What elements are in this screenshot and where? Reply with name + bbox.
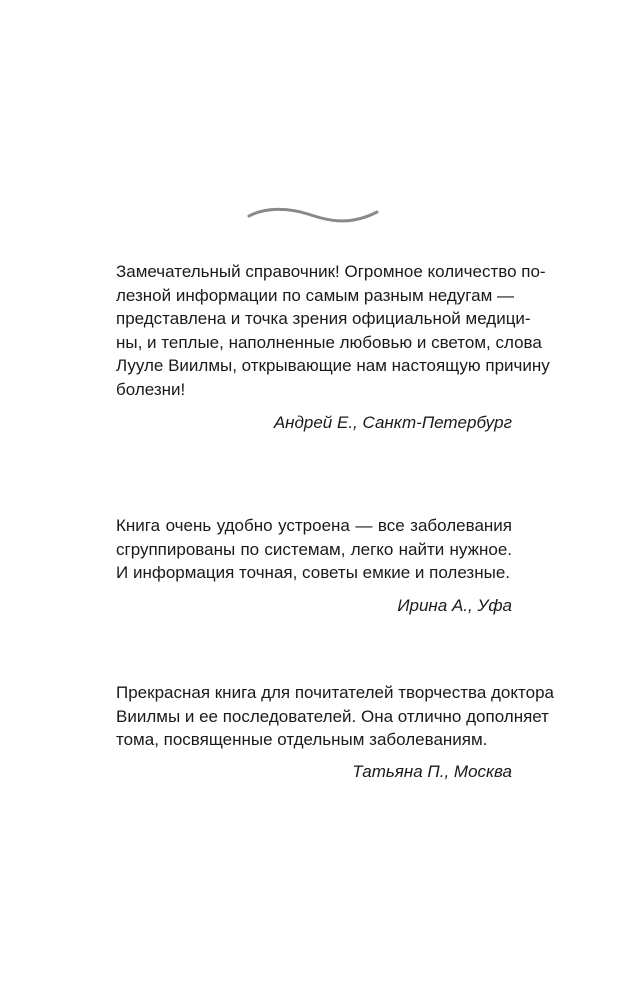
review-2 bbox=[116, 514, 512, 617]
review-line: Виилмы и ее последователей. Она отлично дополняет bbox=[116, 706, 549, 726]
review-line: представлена и точка зрения официальной медици- bbox=[116, 309, 531, 328]
review-line: Прекрасная книга для почитателей творчества доктора bbox=[116, 683, 554, 702]
review-line: лезной информации по самым разным недугам — bbox=[116, 285, 514, 305]
wave-ornament-icon bbox=[246, 204, 380, 230]
review-author: Андрей Е., Санкт-Петербург bbox=[273, 413, 512, 432]
review-line: болезни! bbox=[116, 379, 186, 399]
review-3 bbox=[116, 681, 554, 783]
review-text bbox=[116, 260, 550, 401]
review-author: Татьяна П., Москва bbox=[352, 761, 512, 781]
review-line: Лууле Виилмы, открывающие нам настоящую причину bbox=[116, 356, 550, 375]
review-line: тома, посвященные отдельным заболеваниям. bbox=[116, 730, 488, 749]
review-line: сгруппированы по системам, легко найти нужное. bbox=[116, 539, 512, 559]
review-author: Ирина А., Уфа bbox=[397, 595, 512, 615]
review-text bbox=[116, 514, 512, 585]
review-1 bbox=[116, 260, 550, 435]
review-line: Замечательный справочник! Огромное количество по- bbox=[116, 262, 546, 281]
review-line: ны, и теплые, наполненные любовью и светом, слова bbox=[116, 332, 542, 352]
review-line: И информация точная, советы емкие и полезные. bbox=[116, 563, 510, 582]
review-line: Книга очень удобно устроена — все заболевания bbox=[116, 516, 512, 535]
review-text bbox=[116, 681, 554, 752]
